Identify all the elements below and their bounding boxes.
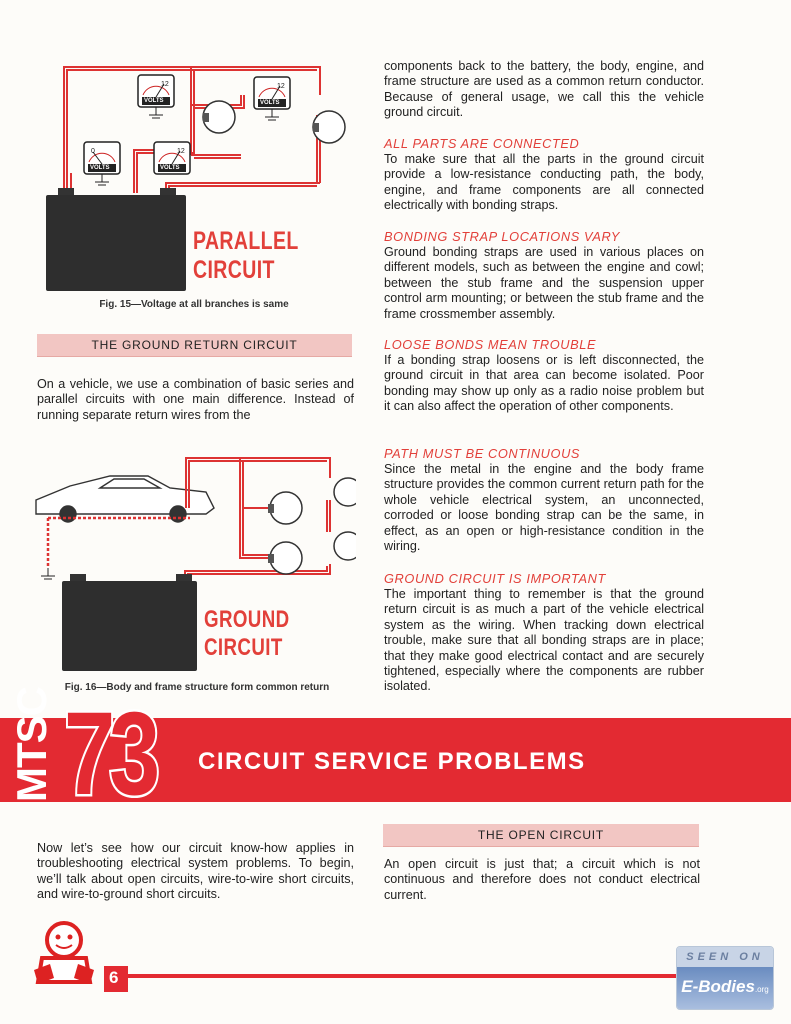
page-number: 6 [109,968,119,987]
ground-return-intro: On a vehicle, we use a combination of basic series and parallel circuits with one main difference. Instead of running separate return wires from the [37,377,354,422]
meter-label: VOLTS [90,165,110,171]
mascot-icon [24,918,104,996]
section-bar-ground-return: THE GROUND RETURN CIRCUIT [37,334,352,357]
meter-label: VOLTS [160,165,180,171]
figure-title: PARALLEL CIRCUIT [193,227,299,284]
bulb-icon [268,478,356,574]
open-circuit-body: An open circuit is just that; a circuit which is not continuous and therefore does not conduct electrical current. [384,857,700,902]
banner-title: CIRCUIT SERVICE PROBLEMS [198,748,586,775]
section-body: Since the metal in the engine and the body frame structure provides the common current return path for the whole vehicle electrical system, an unconnected, corroded or loose bonding strap can be the same, in effect, as an open or high-resistance condition in the wiring. [384,462,704,554]
watermark-top: SEEN ON [677,947,773,967]
watermark-bottom-bar [677,967,773,1009]
figure-title: GROUND CIRCUIT [204,606,290,661]
meter-reading: 0 [91,148,95,155]
meter-reading: 12 [161,81,169,88]
car-icon [36,476,214,522]
service-intro: Now let’s see how our circuit know-how applies in troubleshooting electrical system problems. To begin, we’ll talk about open circuits, wire-to-wire short circuits, and wire-to-ground short circuits. [37,841,354,902]
section-heading: PATH MUST BE CONTINUOUS [384,446,581,461]
meter-label: VOLTS [260,100,280,106]
figure-caption: Fig. 15—Voltage at all branches is same [99,299,289,310]
battery [46,195,186,291]
section-heading: LOOSE BONDS MEAN TROUBLE [384,337,597,352]
section-body: The important thing to remember is that the ground return circuit is as much a part of the vehicle electrical system as the wiring. When tracking down electrical trouble, make sure that all bonding straps are in place; that they make good electrical contact and are securely tightened, especially where the components are rubber isolated. [384,587,704,694]
section-heading: BONDING STRAP LOCATIONS VARY [384,229,621,244]
watermark-badge [676,946,774,1010]
meter-reading: 12 [177,148,185,155]
ground-return-continued: components back to the battery, the body, engine, and frame structure are used as a common return conductor. Because of general usage, we call this the vehicle ground circuit. [384,59,704,120]
section-body: If a bonding strap loosens or is left disconnected, the ground circuit in that area can become isolated. Poor bonding may show up only as a radio noise problem but it can also affect the operation of other components. [384,353,704,414]
footer-rule [104,974,684,978]
section-heading: ALL PARTS ARE CONNECTED [384,136,580,151]
section-heading: GROUND CIRCUIT IS IMPORTANT [384,571,606,586]
battery [62,581,197,671]
banner-brand: MTSC [8,687,55,802]
figure-ground-circuit [30,448,356,696]
section-bar-open-circuit: THE OPEN CIRCUIT [383,824,699,847]
meter-label: VOLTS [144,98,164,104]
figure-parallel-circuit [36,55,352,313]
meter-reading: 12 [277,83,285,90]
banner-number: 73 [64,688,154,820]
section-body: To make sure that all the parts in the ground circuit provide a low-resistance conducting path, the body, engine, and frame components are all connected electrically with bonding straps. [384,152,704,213]
section-body: Ground bonding straps are used in various places on different models, such as between the engine and cowl; between the stub frame and the suspension upper control arm mounting; or between the stub frame and the frame crossmember assembly. [384,245,704,321]
figure-caption: Fig. 16—Body and frame structure form common return [64,682,330,693]
watermark-suffix: .org [754,985,769,994]
ground-symbol-icon [41,568,55,579]
watermark-bottom: E-Bodies [681,977,755,996]
voltmeter-icon [84,75,290,174]
